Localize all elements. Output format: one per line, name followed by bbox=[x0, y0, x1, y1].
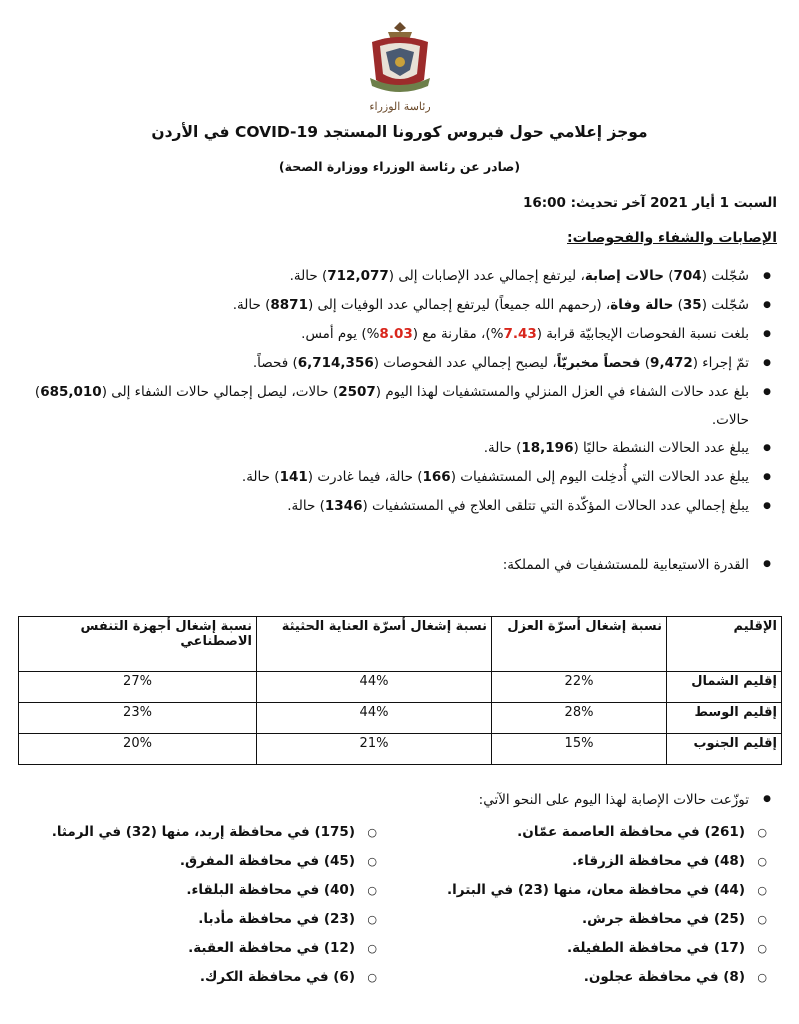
capacity-intro: ● القدرة الاستيعابية للمستشفيات في المملكة: bbox=[503, 557, 775, 573]
distribution-intro: ● توزّعت حالات الإصابة لهذا اليوم على النحو الآتي: bbox=[479, 792, 775, 808]
table-row bbox=[19, 672, 782, 703]
icu-cell: 44% bbox=[257, 672, 492, 703]
col-header-isolation: نسبة إشغال أسرّة العزل bbox=[492, 617, 667, 672]
ventilator-cell: 23% bbox=[19, 703, 257, 734]
page-subtitle: (صادر عن رئاسة الوزراء ووزارة الصحة) bbox=[278, 159, 521, 174]
isolation-cell: 22% bbox=[492, 672, 667, 703]
table-row bbox=[19, 703, 782, 734]
list-item: ○ (6) في محافظة الكرك. bbox=[11, 963, 381, 992]
governorate-list-right bbox=[401, 818, 771, 992]
page-title: موجز إعلامي حول فيروس كورونا المستجد COVID-19 في الأردن bbox=[151, 123, 648, 141]
region-cell: إقليم الشمال bbox=[667, 672, 782, 703]
col-header-region: الإقليم bbox=[667, 617, 782, 672]
col-header-ventilators: نسبة إشغال أجهزة التنفس الاصطناعي bbox=[19, 617, 257, 672]
jordan-crest-logo bbox=[360, 18, 440, 114]
section-title: الإصابات والشفاء والفحوصات: bbox=[567, 230, 777, 246]
list-item: ● يبلغ عدد الحالات التي أُدخِلت اليوم إلى المستشفيات (166) حالة، فيما غادرت (141) حالة. bbox=[20, 463, 775, 492]
ventilator-cell: 20% bbox=[19, 734, 257, 765]
icu-cell: 21% bbox=[257, 734, 492, 765]
list-item: ● تمّ إجراء (9,472) فحصاً مخبريّاً، ليصبح إجمالي عدد الفحوصات (6,714,356) فحصاً. bbox=[20, 349, 775, 378]
update-date: السبت 1 أيار 2021 آخر تحديث: 16:00 bbox=[522, 195, 777, 211]
region-cell: إقليم الجنوب bbox=[667, 734, 782, 765]
table-header-row bbox=[19, 617, 782, 672]
ventilator-cell: 27% bbox=[19, 672, 257, 703]
list-item: ○ (45) في محافظة المفرق. bbox=[11, 847, 381, 876]
list-item: ○ (48) في محافظة الزرقاء. bbox=[401, 847, 771, 876]
capacity-table bbox=[18, 616, 782, 765]
list-item: ○ (12) في محافظة العقبة. bbox=[11, 934, 381, 963]
region-cell: إقليم الوسط bbox=[667, 703, 782, 734]
list-item: ● يبلغ عدد الحالات النشطة حاليًا (18,196) حالة. bbox=[20, 434, 775, 463]
list-item: ○ (261) في محافظة العاصمة عمّان. bbox=[401, 818, 771, 847]
list-item: ● سُجّلت (704) حالات إصابة، ليرتفع إجمالي عدد الإصابات إلى (712,077) حالة. bbox=[20, 262, 775, 291]
icu-cell: 44% bbox=[257, 703, 492, 734]
list-item: ○ (175) في محافظة إربد، منها (32) في الرمثا. bbox=[11, 818, 381, 847]
list-item: ○ (25) في محافظة جرش. bbox=[401, 905, 771, 934]
list-item: ● سُجّلت (35) حالة وفاة، (رحمهم الله جميعاً) ليرتفع إجمالي عدد الوفيات إلى (8871) حالة. bbox=[20, 291, 775, 320]
list-item: ○ (8) في محافظة عجلون. bbox=[401, 963, 771, 992]
col-header-icu: نسبة إشغال أسرّة العناية الحثيثة bbox=[257, 617, 492, 672]
list-item: ○ (44) في محافظة معان، منها (23) في البترا. bbox=[401, 876, 771, 905]
governorate-list-left bbox=[11, 818, 381, 992]
list-item: ○ (17) في محافظة الطفيلة. bbox=[401, 934, 771, 963]
stats-list bbox=[20, 262, 775, 521]
list-item: ● بلغت نسبة الفحوصات الإيجابيّة قرابة (7.43%)، مقارنة مع (8.03%) يوم أمس. bbox=[20, 320, 775, 349]
list-item: ● بلغ عدد حالات الشفاء في العزل المنزلي والمستشفيات لهذا اليوم (2507) حالات، ليصل إجمالي حالات الشفاء إلى (685,010) حالات. bbox=[20, 378, 775, 434]
list-item: ○ (40) في محافظة البلقاء. bbox=[11, 876, 381, 905]
crest-caption: رئاسة الوزراء bbox=[369, 100, 431, 113]
list-item: ○ (23) في محافظة مأدبا. bbox=[11, 905, 381, 934]
list-item: ● يبلغ إجمالي عدد الحالات المؤكّدة التي تتلقى العلاج في المستشفيات (1346) حالة. bbox=[20, 492, 775, 521]
table-row bbox=[19, 734, 782, 765]
isolation-cell: 28% bbox=[492, 703, 667, 734]
isolation-cell: 15% bbox=[492, 734, 667, 765]
